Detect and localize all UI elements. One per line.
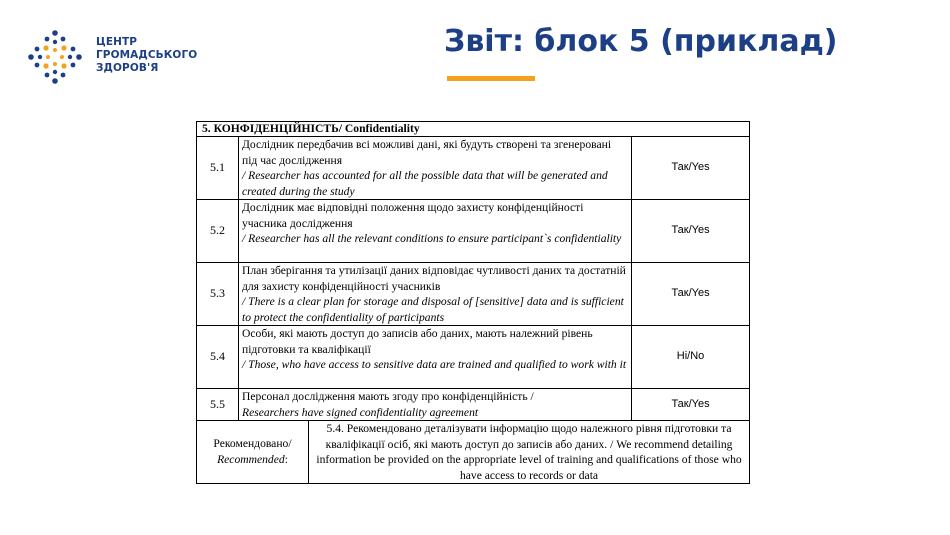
row-description — [239, 263, 632, 326]
row-description — [239, 326, 632, 389]
row-result: Так/Yes — [632, 137, 750, 200]
row-description — [239, 200, 632, 263]
row-number: 5.2 — [197, 200, 239, 263]
logo-dots-graphic — [26, 28, 84, 86]
title-underline — [447, 76, 535, 81]
table-row — [197, 137, 750, 200]
row-text-en: / Researcher has accounted for all the possible data that will be generated and created during the study — [242, 169, 608, 198]
table-row — [197, 263, 750, 326]
row-result: Так/Yes — [632, 200, 750, 263]
row-text-en: / Those, who have access to sensitive data are trained and qualified to work with it — [242, 358, 627, 371]
recommendation-label-ua: Рекомендовано/ — [213, 437, 292, 450]
row-number: 5.3 — [197, 263, 239, 326]
recommendation-label-colon: : — [284, 453, 288, 466]
table-row — [197, 389, 750, 421]
recommendation-label-en: Recommended — [217, 453, 285, 466]
section-header-ua: 5. КОНФІДЕНЦІЙНІСТЬ/ — [202, 122, 345, 135]
recommendation-row — [197, 421, 750, 484]
row-text-ua: Дослідник має відповідні положення щодо захисту конфіденційності учасника дослідження — [242, 201, 584, 230]
section-header — [197, 122, 750, 137]
row-description — [239, 389, 632, 421]
row-number: 5.1 — [197, 137, 239, 200]
table-row — [197, 326, 750, 389]
row-number: 5.5 — [197, 389, 239, 421]
row-text-ua: Особи, які мають доступ до записів або даних, мають належний рівень підготовки та кваліфікації — [242, 327, 593, 356]
recommendation-label — [197, 421, 309, 484]
row-result: Так/Yes — [632, 263, 750, 326]
row-text-en: / There is a clear plan for storage and disposal of [sensitive] data and is sufficient to protect the confidentiality of participants — [242, 295, 624, 324]
row-text-ua: Персонал дослідження мають згоду про конфіденційність / — [242, 390, 534, 403]
row-text-ua: Дослідник передбачив всі можливі дані, які будуть створені та згенеровані під час дослідження — [242, 138, 612, 167]
row-number: 5.4 — [197, 326, 239, 389]
brand-name — [96, 36, 197, 75]
row-text-en: / Researcher has all the relevant conditions to ensure participant`s confidentiality — [242, 232, 622, 245]
section-header-en: Confidentiality — [344, 122, 420, 135]
public-health-center-logo-icon — [26, 28, 84, 86]
row-result: Ні/No — [632, 326, 750, 389]
table-row — [197, 200, 750, 263]
recommendation-text: 5.4. Рекомендовано деталізувати інформацію щодо належного рівня підготовки та кваліфікації осіб, які мають доступ до записів або даних. / We recommend detailing information be provided on the appropriate level of training and qualifications of those who have access to records or data — [309, 421, 750, 484]
section-header-row — [197, 122, 750, 137]
brand-line-3: ЗДОРОВ'Я — [96, 62, 159, 74]
row-text-en: Researchers have signed confidentiality agreement — [242, 405, 479, 419]
row-text-ua: План зберігання та утилізації даних відповідає чутливості даних та достатній для захисту конфіденційності учасників — [242, 264, 626, 293]
row-description — [239, 137, 632, 200]
slide-title: Звіт: блок 5 (приклад) — [444, 24, 838, 59]
brand-line-2: ГРОМАДСЬКОГО — [96, 49, 198, 61]
confidentiality-table — [196, 121, 750, 484]
row-result: Так/Yes — [632, 389, 750, 421]
brand-line-1: ЦЕНТР — [96, 36, 138, 48]
